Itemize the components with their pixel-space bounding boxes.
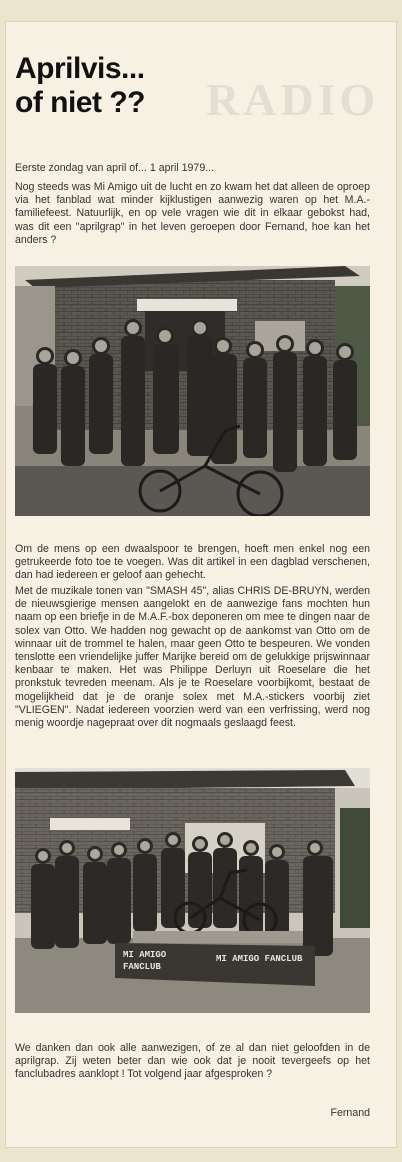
bleed-through-text: RADIO — [206, 74, 380, 125]
group-photo-solex — [15, 768, 370, 1013]
group-photo-moped — [15, 266, 370, 516]
intro-paragraph: Nog steeds was Mi Amigo uit de lucht en zo kwam het dat alleen de oproep via het fanblad wat minder kijklustigen aanwezig waren op het M.A.-familiefeest. Natuurlijk, en op vele vragen wie dit in elkaar gebokst had, was dit een "aprilgrap" in het leven geroepen door Fernand, hoe kan het anders ? — [15, 181, 370, 246]
title-line-2: of niet ?? — [15, 86, 145, 119]
banner-right: MI AMIGO FANCLUB — [216, 954, 303, 964]
author-signature: Fernand — [330, 1107, 370, 1119]
dateline: Eerste zondag van april of... 1 april 1979... — [15, 162, 215, 174]
article-title — [15, 52, 145, 120]
paragraph-3: Met de muzikale tonen van "SMASH 45", alias CHRIS DE-BRUYN, werden de nieuwsgierige mensen aangelokt en de aanwezige fans mochten hun naam op een briefje in de M.A.F.-box deponeren om mee te dingen naar de solex van Otto. We hadden nog gewacht op de aankomst van Otto om de winnaar uit de trommel te halen, maar geen Otto te bespeuren. We vonden tenslotte een vriendelijke juffer Marijke bereid om de gelukkige prijswinnaar kenbaar te maken. Het was Philippe Derluyn uit Roeselare die het pronkstuk tevreden meenam. Als je te Roeselare voorbijkomt, bestaat de mogelijkheid dat je de oranje solex met M.A.-stickers voorbij ziet "VLIEGEN". Nadat iedereen voorzien werd van een verfrissing, werd nog menig woordje nagepraat over dit nogmaals geslaagd feest. — [15, 585, 370, 730]
banner-left: MI AMIGO FANCLUB — [123, 950, 167, 972]
title-line-1: Aprilvis... — [15, 52, 145, 85]
closing-paragraph: We danken dan ook alle aanwezigen, of ze al dan niet geloofden in de aprilgrap. Zij weten beter dan wie ook dat je nooit tevergeefs op het fanclubadres aanklopt ! Tot volgend jaar afgesproken ? — [15, 1042, 370, 1081]
paragraph-2: Om de mens op een dwaalspoor te brengen, hoeft men enkel nog een getrukeerde foto toe te voegen. Was dit artikel in een dagblad verschenen, dan had iedereen er geloof aan gehecht. — [15, 543, 370, 582]
group-photo-moped-image — [15, 266, 370, 516]
